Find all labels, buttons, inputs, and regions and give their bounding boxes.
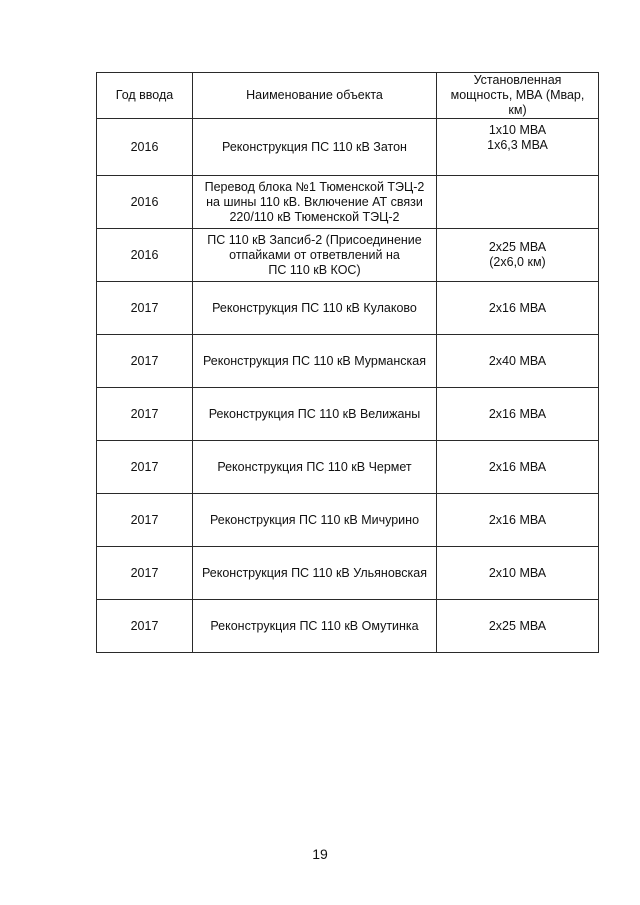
cell-year: 2017 xyxy=(97,441,193,494)
cell-object-name: Реконструкция ПС 110 кВ Мичурино xyxy=(193,494,437,547)
cell-object-name: Реконструкция ПС 110 кВ Ульяновская xyxy=(193,547,437,600)
cell-capacity: 2x40 МВА xyxy=(437,335,599,388)
table-row xyxy=(97,335,599,388)
table-row xyxy=(97,176,599,229)
cell-object-name: Реконструкция ПС 110 кВ Велижаны xyxy=(193,388,437,441)
cell-year: 2016 xyxy=(97,229,193,282)
cell-year: 2017 xyxy=(97,494,193,547)
cell-object-name: Реконструкция ПС 110 кВ Мурманская xyxy=(193,335,437,388)
cell-year: 2016 xyxy=(97,176,193,229)
table-row xyxy=(97,441,599,494)
cell-capacity: 2x16 МВА xyxy=(437,494,599,547)
table-row xyxy=(97,547,599,600)
investment-projects-table xyxy=(96,72,599,653)
cell-capacity: 2x16 МВА xyxy=(437,388,599,441)
cell-capacity: 2x16 МВА xyxy=(437,282,599,335)
cell-capacity xyxy=(437,176,599,229)
table-header-row xyxy=(97,73,599,119)
page-number: 19 xyxy=(312,846,328,862)
cell-capacity: 1x10 МВА 1x6,3 МВА xyxy=(437,119,599,176)
cell-year: 2016 xyxy=(97,119,193,176)
cell-object-name: ПС 110 кВ Запсиб-2 (Присоединение отпайками от ответвлений на ПС 110 кВ КОС) xyxy=(193,229,437,282)
cell-capacity: 2x16 МВА xyxy=(437,441,599,494)
table-row xyxy=(97,388,599,441)
header-year: Год ввода xyxy=(97,73,193,119)
cell-year: 2017 xyxy=(97,388,193,441)
table-row xyxy=(97,119,599,176)
cell-object-name: Реконструкция ПС 110 кВ Чермет xyxy=(193,441,437,494)
cell-capacity: 2x10 МВА xyxy=(437,547,599,600)
cell-year: 2017 xyxy=(97,600,193,653)
cell-year: 2017 xyxy=(97,282,193,335)
cell-capacity: 2x25 МВА xyxy=(437,600,599,653)
cell-object-name: Реконструкция ПС 110 кВ Затон xyxy=(193,119,437,176)
table-row xyxy=(97,494,599,547)
table-row xyxy=(97,229,599,282)
header-capacity: Установленная мощность, МВА (Мвар, км) xyxy=(437,73,599,119)
table-row xyxy=(97,282,599,335)
cell-capacity: 2x25 МВА (2x6,0 км) xyxy=(437,229,599,282)
cell-object-name: Реконструкция ПС 110 кВ Кулаково xyxy=(193,282,437,335)
cell-year: 2017 xyxy=(97,547,193,600)
cell-year: 2017 xyxy=(97,335,193,388)
header-object-name: Наименование объекта xyxy=(193,73,437,119)
cell-object-name: Перевод блока №1 Тюменской ТЭЦ-2 на шины 110 кВ. Включение АТ связи 220/110 кВ Тюменской ТЭЦ-2 xyxy=(193,176,437,229)
cell-object-name: Реконструкция ПС 110 кВ Омутинка xyxy=(193,600,437,653)
table-row xyxy=(97,600,599,653)
